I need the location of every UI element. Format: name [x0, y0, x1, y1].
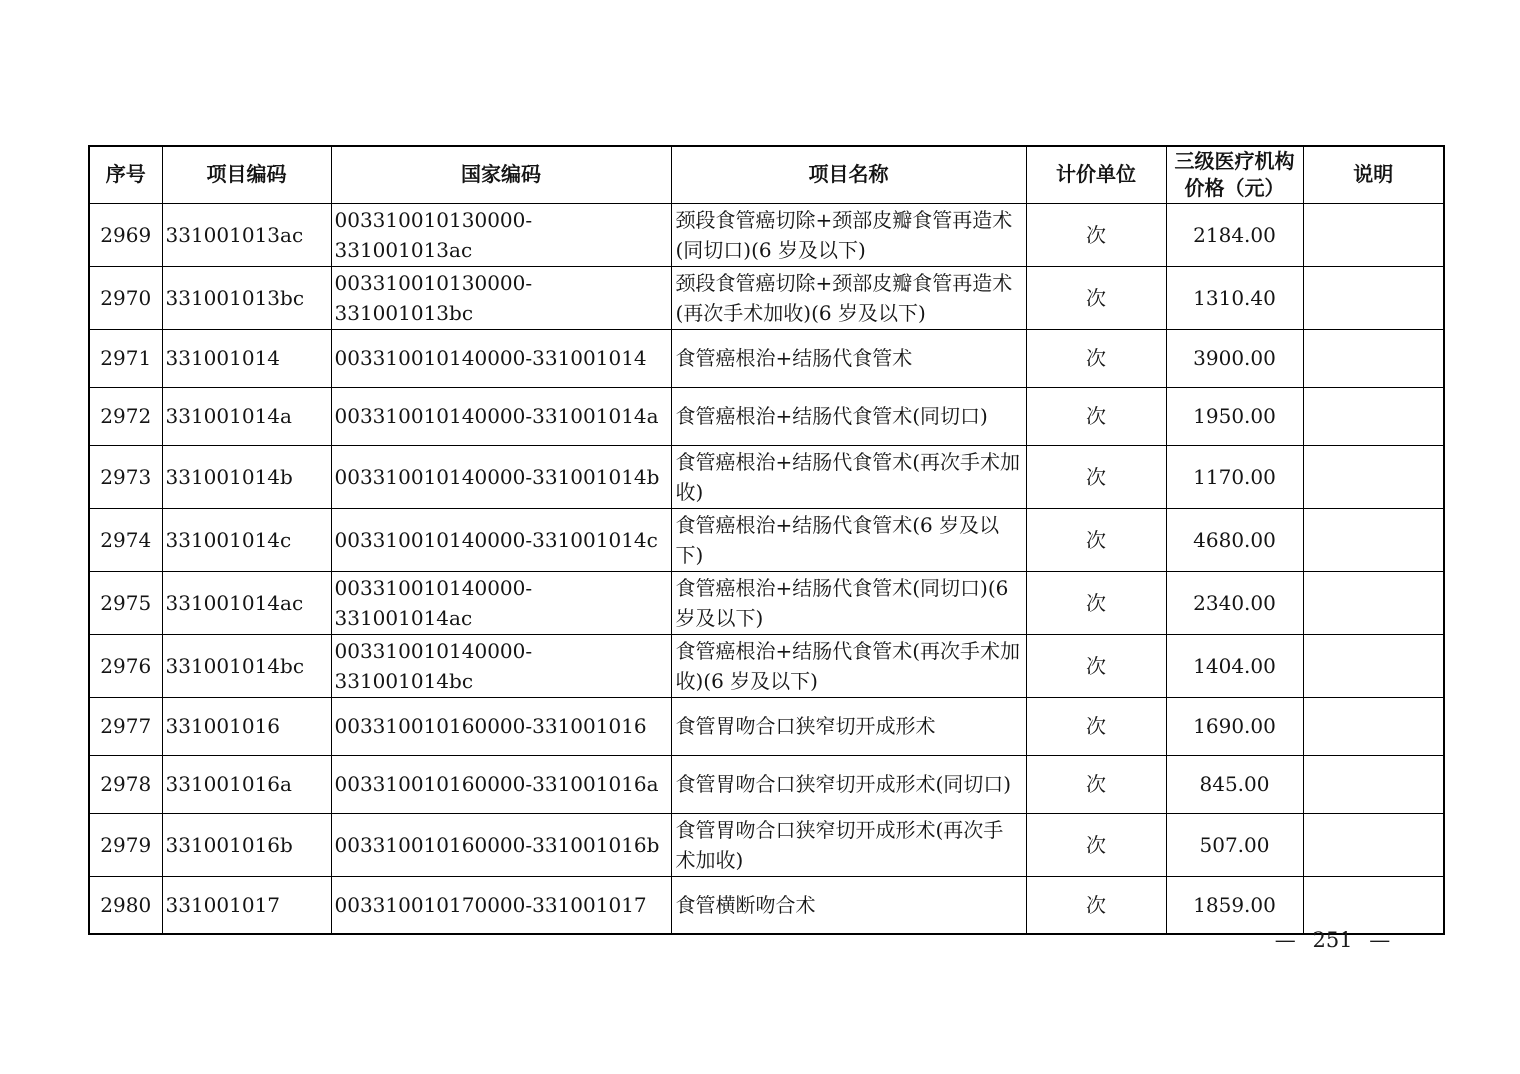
cell-unit: 次 [1026, 813, 1166, 876]
cell-national_code: 003310010140000-331001014bc [331, 634, 671, 697]
table-header [89, 146, 1444, 203]
cell-seq: 2972 [89, 387, 162, 445]
cell-item_name: 食管癌根治+结肠代食管术(再次手术加收) [671, 445, 1026, 508]
table-row [89, 329, 1444, 387]
cell-item_name: 食管胃吻合口狭窄切开成形术(同切口) [671, 755, 1026, 813]
cell-unit: 次 [1026, 755, 1166, 813]
cell-seq: 2971 [89, 329, 162, 387]
cell-item_name: 食管癌根治+结肠代食管术(同切口) [671, 387, 1026, 445]
cell-note [1303, 755, 1444, 813]
cell-note [1303, 445, 1444, 508]
table-body [89, 203, 1444, 934]
cell-price: 1404.00 [1166, 634, 1303, 697]
cell-unit: 次 [1026, 203, 1166, 266]
cell-item_name: 食管胃吻合口狭窄切开成形术 [671, 697, 1026, 755]
cell-item_code: 331001014a [162, 387, 331, 445]
cell-note [1303, 329, 1444, 387]
cell-item_name: 颈段食管癌切除+颈部皮瓣食管再造术(同切口)(6 岁及以下) [671, 203, 1026, 266]
price-table [88, 145, 1445, 935]
cell-item_code: 331001016a [162, 755, 331, 813]
cell-seq: 2978 [89, 755, 162, 813]
cell-unit: 次 [1026, 266, 1166, 329]
cell-item_name: 食管胃吻合口狭窄切开成形术(再次手术加收) [671, 813, 1026, 876]
header-note: 说明 [1303, 146, 1444, 203]
cell-seq: 2970 [89, 266, 162, 329]
cell-unit: 次 [1026, 445, 1166, 508]
table-row [89, 813, 1444, 876]
cell-price: 4680.00 [1166, 508, 1303, 571]
cell-seq: 2973 [89, 445, 162, 508]
cell-price: 1170.00 [1166, 445, 1303, 508]
header-seq: 序号 [89, 146, 162, 203]
cell-item_name: 颈段食管癌切除+颈部皮瓣食管再造术(再次手术加收)(6 岁及以下) [671, 266, 1026, 329]
cell-national_code: 003310010130000-331001013bc [331, 266, 671, 329]
header-row [89, 146, 1444, 203]
cell-seq: 2975 [89, 571, 162, 634]
cell-seq: 2980 [89, 876, 162, 934]
cell-note [1303, 571, 1444, 634]
cell-note [1303, 508, 1444, 571]
cell-item_code: 331001014ac [162, 571, 331, 634]
cell-price: 1690.00 [1166, 697, 1303, 755]
cell-item_code: 331001016 [162, 697, 331, 755]
cell-national_code: 003310010160000-331001016b [331, 813, 671, 876]
cell-national_code: 003310010140000-331001014ac [331, 571, 671, 634]
header-national-code: 国家编码 [331, 146, 671, 203]
header-unit: 计价单位 [1026, 146, 1166, 203]
cell-item_code: 331001013ac [162, 203, 331, 266]
cell-item_code: 331001014 [162, 329, 331, 387]
cell-price: 1310.40 [1166, 266, 1303, 329]
cell-note [1303, 813, 1444, 876]
cell-note [1303, 387, 1444, 445]
cell-seq: 2977 [89, 697, 162, 755]
cell-seq: 2979 [89, 813, 162, 876]
cell-seq: 2974 [89, 508, 162, 571]
cell-item_code: 331001017 [162, 876, 331, 934]
cell-price: 845.00 [1166, 755, 1303, 813]
cell-note [1303, 697, 1444, 755]
cell-price: 1859.00 [1166, 876, 1303, 934]
cell-price: 2340.00 [1166, 571, 1303, 634]
cell-unit: 次 [1026, 508, 1166, 571]
cell-unit: 次 [1026, 876, 1166, 934]
cell-national_code: 003310010160000-331001016 [331, 697, 671, 755]
cell-national_code: 003310010140000-331001014a [331, 387, 671, 445]
cell-unit: 次 [1026, 697, 1166, 755]
header-item-name: 项目名称 [671, 146, 1026, 203]
cell-unit: 次 [1026, 387, 1166, 445]
header-item-code: 项目编码 [162, 146, 331, 203]
cell-seq: 2969 [89, 203, 162, 266]
cell-price: 1950.00 [1166, 387, 1303, 445]
cell-note [1303, 266, 1444, 329]
cell-item_code: 331001013bc [162, 266, 331, 329]
cell-note [1303, 876, 1444, 934]
cell-unit: 次 [1026, 329, 1166, 387]
cell-item_code: 331001014b [162, 445, 331, 508]
table-row [89, 387, 1444, 445]
cell-national_code: 003310010140000-331001014b [331, 445, 671, 508]
cell-item_code: 331001014c [162, 508, 331, 571]
cell-item_name: 食管癌根治+结肠代食管术(6 岁及以下) [671, 508, 1026, 571]
table-row [89, 266, 1444, 329]
table-row [89, 876, 1444, 934]
table-row [89, 634, 1444, 697]
cell-unit: 次 [1026, 634, 1166, 697]
page-number: — 251 — [1274, 928, 1391, 952]
table-row [89, 203, 1444, 266]
cell-national_code: 003310010130000-331001013ac [331, 203, 671, 266]
cell-item_code: 331001014bc [162, 634, 331, 697]
cell-item_name: 食管横断吻合术 [671, 876, 1026, 934]
cell-unit: 次 [1026, 571, 1166, 634]
cell-national_code: 003310010160000-331001016a [331, 755, 671, 813]
cell-note [1303, 634, 1444, 697]
cell-national_code: 003310010140000-331001014c [331, 508, 671, 571]
header-price: 三级医疗机构价格（元） [1166, 146, 1303, 203]
cell-price: 2184.00 [1166, 203, 1303, 266]
cell-item_name: 食管癌根治+结肠代食管术(再次手术加收)(6 岁及以下) [671, 634, 1026, 697]
cell-price: 507.00 [1166, 813, 1303, 876]
cell-item_name: 食管癌根治+结肠代食管术 [671, 329, 1026, 387]
cell-price: 3900.00 [1166, 329, 1303, 387]
cell-national_code: 003310010170000-331001017 [331, 876, 671, 934]
cell-item_code: 331001016b [162, 813, 331, 876]
table-row [89, 445, 1444, 508]
table-row [89, 571, 1444, 634]
table-row [89, 697, 1444, 755]
cell-note [1303, 203, 1444, 266]
table-row [89, 755, 1444, 813]
cell-national_code: 003310010140000-331001014 [331, 329, 671, 387]
table-row [89, 508, 1444, 571]
cell-seq: 2976 [89, 634, 162, 697]
cell-item_name: 食管癌根治+结肠代食管术(同切口)(6 岁及以下) [671, 571, 1026, 634]
